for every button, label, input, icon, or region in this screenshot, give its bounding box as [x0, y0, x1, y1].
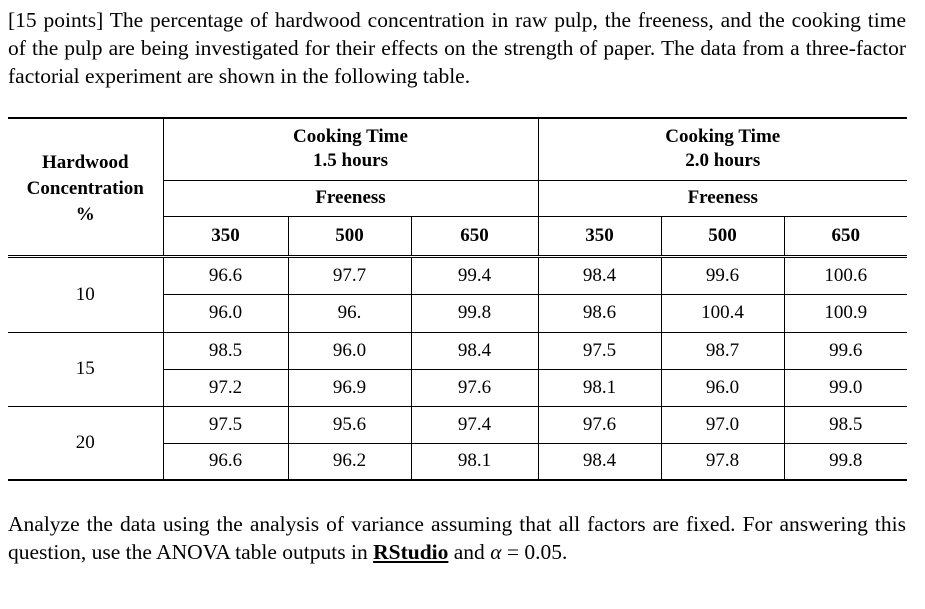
- data-cell: 96.: [288, 294, 411, 332]
- alpha-value: = 0.05.: [501, 540, 568, 564]
- factorial-data-table: [8, 117, 907, 481]
- instructions-text: Analyze the data using the analysis of variance assuming that all factors are fixed. For answering this question, use the ANOVA table outputs in: [8, 512, 906, 564]
- data-cell: 98.5: [163, 332, 288, 369]
- concentration-cell: 10: [8, 256, 163, 332]
- data-cell: 95.6: [288, 406, 411, 443]
- freeness-label-1: Freeness: [163, 180, 538, 216]
- data-cell: 99.8: [784, 443, 907, 480]
- data-cell: 96.0: [661, 369, 784, 406]
- row-header-line-3: %: [75, 204, 95, 225]
- data-cell: 100.4: [661, 294, 784, 332]
- instructions-paragraph: [8, 510, 906, 566]
- cooking-time-group-1: [163, 118, 538, 180]
- data-cell: 98.4: [538, 443, 661, 480]
- cooking-time-title-1: Cooking Time: [293, 126, 408, 148]
- freeness-level: 350: [538, 216, 661, 256]
- data-cell: 97.2: [163, 369, 288, 406]
- freeness-label-2: Freeness: [538, 180, 907, 216]
- data-cell: 97.8: [661, 443, 784, 480]
- data-cell: 96.2: [288, 443, 411, 480]
- row-header-line-2: Concentration: [26, 178, 144, 199]
- data-cell: 97.4: [411, 406, 538, 443]
- freeness-level: 500: [288, 216, 411, 256]
- freeness-level: 650: [411, 216, 538, 256]
- data-cell: 97.7: [288, 256, 411, 294]
- cooking-time-title-2: Cooking Time: [665, 126, 781, 148]
- data-cell: 96.6: [163, 256, 288, 294]
- data-cell: 97.6: [411, 369, 538, 406]
- data-cell: 99.6: [661, 256, 784, 294]
- data-cell: 98.1: [538, 369, 661, 406]
- cooking-time-group-2: [538, 118, 907, 180]
- problem-statement: [15 points] The percentage of hardwood concentration in raw pulp, the freeness, and the cooking time of the pulp are being investigated for their effects on the strength of paper. The data from a three-factor factorial experiment are shown in the following table.: [8, 8, 906, 88]
- data-cell: 99.4: [411, 256, 538, 294]
- data-cell: 96.9: [288, 369, 411, 406]
- data-cell: 100.9: [784, 294, 907, 332]
- instructions-connector: and: [448, 540, 491, 564]
- concentration-cell: 20: [8, 406, 163, 480]
- data-cell: 98.4: [538, 256, 661, 294]
- data-cell: 97.0: [661, 406, 784, 443]
- data-cell: 98.1: [411, 443, 538, 480]
- alpha-symbol: α: [490, 540, 502, 564]
- freeness-level: 350: [163, 216, 288, 256]
- data-cell: 99.6: [784, 332, 907, 369]
- row-header-line-1: Hardwood: [41, 152, 129, 173]
- data-cell: 96.0: [163, 294, 288, 332]
- data-cell: 97.5: [163, 406, 288, 443]
- cooking-time-value-1: 1.5 hours: [313, 150, 388, 172]
- data-cell: 96.6: [163, 443, 288, 480]
- data-cell: 97.6: [538, 406, 661, 443]
- data-cell: 99.0: [784, 369, 907, 406]
- data-cell: 98.6: [538, 294, 661, 332]
- cooking-time-value-2: 2.0 hours: [685, 150, 761, 172]
- row-header-hardwood-concentration: [8, 118, 163, 256]
- concentration-cell: 15: [8, 332, 163, 406]
- data-cell: 96.0: [288, 332, 411, 369]
- freeness-level: 500: [661, 216, 784, 256]
- data-cell: 99.8: [411, 294, 538, 332]
- software-name: RStudio: [373, 540, 449, 564]
- data-cell: 97.5: [538, 332, 661, 369]
- data-cell: 98.7: [661, 332, 784, 369]
- data-cell: 98.4: [411, 332, 538, 369]
- freeness-level: 650: [784, 216, 907, 256]
- data-cell: 100.6: [824, 264, 868, 286]
- data-cell: 98.5: [784, 406, 907, 443]
